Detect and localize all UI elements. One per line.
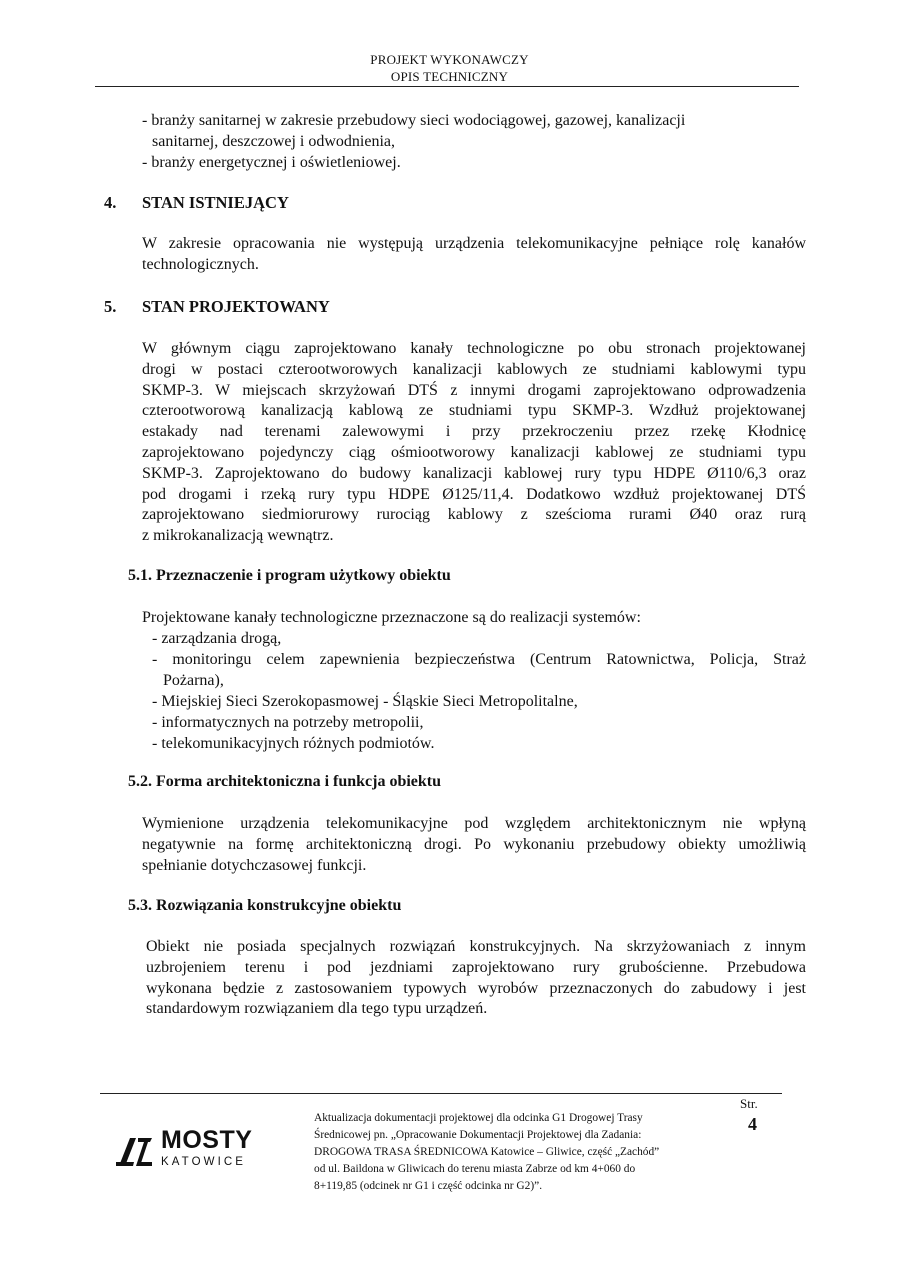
paragraph-line: pod drogami i rzeką rury typu HDPE Ø125/11,4. Dodatkowo wzdłuż projektowanej DTŚ [142, 485, 806, 503]
page-label: Str. [740, 1096, 758, 1111]
paragraph-line: spełnianie dotychczasowej funkcji. [142, 856, 367, 874]
section-title: STAN PROJEKTOWANY [142, 297, 330, 316]
paragraph-line: uzbrojeniem terenu i pod jezdniami zaprojektowano rury grubościenne. Przebudowa [146, 958, 806, 976]
footer-line: Średnicowej pn. „Opracowanie Dokumentacji Projektowej dla Zadania: [314, 1129, 642, 1141]
section-number: 4. [104, 193, 117, 212]
section-5-3-paragraph [146, 937, 806, 1020]
subsection-title: 5.1. Przeznaczenie i program użytkowy obiektu [128, 567, 451, 584]
list-item: - informatycznych na potrzeby metropolii, [152, 714, 424, 731]
section-title: STAN ISTNIEJĄCY [142, 193, 289, 212]
subsection-title: 5.2. Forma architektoniczna i funkcja obiektu [128, 773, 442, 790]
paragraph-line: standardowym rozwiązaniem dla tego typu urządzeń. [146, 1000, 488, 1018]
paragraph-line: zaprojektowano siedmiorurowy rurociąg kablowy z sześcioma rurami Ø40 oraz rurą [142, 506, 806, 524]
list-item: - zarządzania drogą, [152, 630, 282, 647]
header-project-title: PROJEKT WYKONAWCZY [370, 52, 529, 67]
intro-item-continuation: sanitarnej, deszczowej i odwodnienia, [152, 133, 396, 150]
section-5-paragraph [142, 339, 806, 547]
bridge-logo-icon [116, 1128, 154, 1168]
list-item: - monitoringu celem zapewnienia bezpieczeństwa (Centrum Ratownictwa, Policja, Straż [152, 651, 806, 668]
intro-item: - branży energetycznej i oświetleniowej. [142, 154, 401, 171]
section-number: 5. [104, 297, 117, 316]
paragraph-line: SKMP-3. Zaprojektowano do budowy kanalizacji kablowej rury typu HDPE Ø110/6,3 oraz [142, 464, 806, 482]
footer-divider [100, 1093, 782, 1094]
footer-line: 8+119,85 (odcinek nr G1 i część odcinka nr G2)”. [314, 1180, 543, 1192]
company-logo [116, 1126, 266, 1171]
paragraph-line: drogi w postaci czterootworowych kanalizacji kablowych ze studniami kablowymi typu [142, 360, 806, 378]
header-document-title: OPIS TECHNICZNY [390, 69, 509, 84]
paragraph-line: technologicznych. [142, 255, 259, 273]
section-4-paragraph [142, 234, 806, 276]
section-5-2-paragraph [142, 814, 806, 876]
logo-wordmark: MOSTY [161, 1126, 253, 1154]
header-divider [95, 86, 799, 87]
paragraph-line: Wymienione urządzenia telekomunikacyjne pod względem architektonicznym nie wpłyną [142, 815, 806, 832]
paragraph-line: z mikrokanalizacją wewnątrz. [142, 527, 334, 545]
paragraph-line: W zakresie opracowania nie występują urządzenia telekomunikacyjne pełniące rolę kanałów [142, 235, 806, 252]
logo-subtitle: KATOWICE [161, 1156, 247, 1168]
page-number: 4 [748, 1114, 757, 1134]
list-item-continuation: Pożarna), [163, 672, 224, 689]
footer-line: od ul. Baildona w Gliwicach do terenu miasta Zabrze od km 4+060 do [314, 1163, 636, 1175]
paragraph-line: zaprojektowano pojedynczy ciąg ośmiootworowy kanalizacji kablowej ze studniami typu [142, 443, 806, 461]
paragraph-line: estakady nad terenami zalewowymi i przy przekroczeniu przez rzekę Kłodnicę [142, 423, 806, 441]
paragraph-line: Obiekt nie posiada specjalnych rozwiązań konstrukcyjnych. Na skrzyżowaniach z innym [146, 938, 806, 955]
subsection-intro: Projektowane kanały technologiczne przeznaczone są do realizacji systemów: [142, 609, 641, 626]
footer-line: DROGOWA TRASA ŚREDNICOWA Katowice – Gliwice, część „Zachód” [314, 1146, 660, 1158]
paragraph-line: W głównym ciągu zaprojektowano kanały technologiczne po obu stronach projektowanej [142, 340, 806, 357]
subsection-title: 5.3. Rozwiązania konstrukcyjne obiektu [128, 897, 402, 914]
footer-line: Aktualizacja dokumentacji projektowej dla odcinka G1 Drogowej Trasy [314, 1112, 643, 1124]
list-item: - Miejskiej Sieci Szerokopasmowej - Śląskie Sieci Metropolitalne, [152, 693, 578, 710]
footer-description [314, 1110, 734, 1195]
list-item: - telekomunikacyjnych różnych podmiotów. [152, 735, 435, 752]
intro-item: - branży sanitarnej w zakresie przebudowy sieci wodociągowej, gazowej, kanalizacji [142, 112, 686, 129]
paragraph-line: czterootworową kanalizacją kablową ze studniami typu SKMP-3. Wzdłuż projektowanej [142, 402, 806, 420]
paragraph-line: negatywnie na formę architektoniczną drogi. Po wykonaniu przebudowy obiekty umożliwią [142, 835, 806, 853]
paragraph-line: wykonana będzie z zastosowaniem typowych wyrobów przeznaczonych do zabudowy i jest [146, 979, 806, 997]
paragraph-line: SKMP-3. W miejscach skrzyżowań DTŚ z innymi drogami zaprojektowano odprowadzenia [142, 381, 806, 399]
